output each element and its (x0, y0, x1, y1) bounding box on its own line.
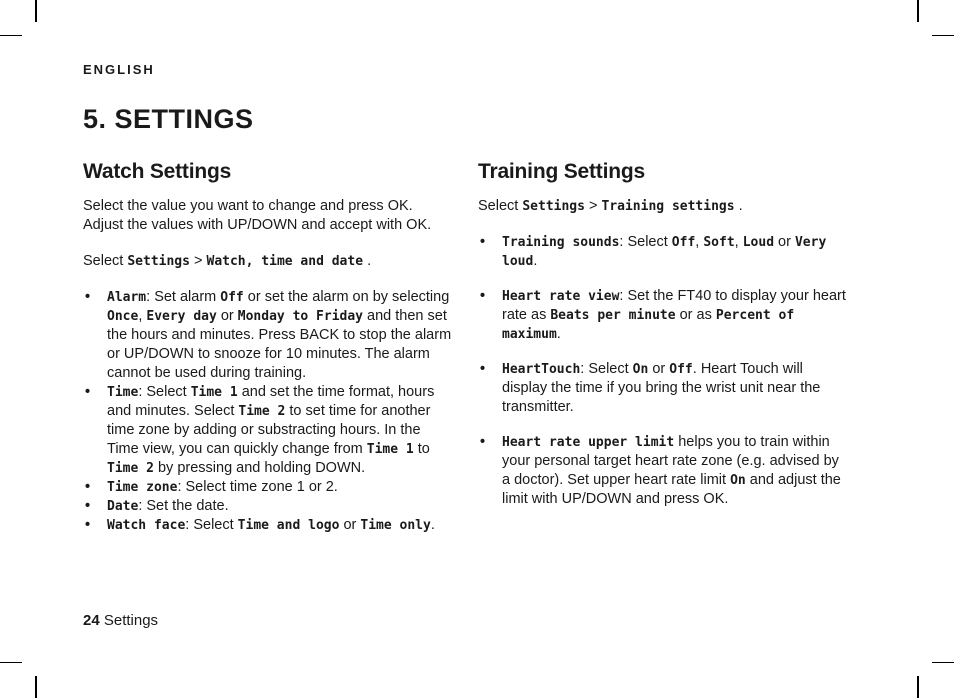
watch-settings-section (83, 158, 453, 535)
list-item-date: • Date: Set the date. (83, 497, 453, 516)
watch-settings-heading: Watch Settings (83, 160, 232, 183)
crop-mark (932, 662, 954, 663)
list-item-alarm: • Alarm: Set alarm Off or set the alarm on by selecting Once, Every day or Monday to Friday and then set the hours and minutes. Press BACK to stop the alarm or UP/DOWN to snooze for 10 minutes. The alarm cannot be used during training. (83, 288, 453, 383)
list-item-watch-face: • Watch face: Select Time and logo or Time only. (83, 516, 453, 535)
page-title: 5. SETTINGS (83, 104, 254, 134)
crop-mark (932, 35, 954, 36)
crop-mark (917, 0, 919, 22)
crop-mark (917, 676, 919, 698)
training-settings-list (478, 233, 848, 509)
training-settings-heading: Training Settings (478, 160, 645, 183)
crop-mark (0, 662, 22, 663)
watch-intro: Select the value you want to change and press OK. Adjust the values with UP/DOWN and accept with OK. (83, 198, 432, 233)
crop-mark (35, 0, 37, 22)
page-number: 24 (83, 612, 100, 629)
training-menu-path: Select Settings > Training settings . (478, 198, 743, 214)
crop-mark (0, 35, 22, 36)
footer-section: Settings (103, 612, 159, 629)
list-item-training-sounds: • Training sounds: Select Off, Soft, Loud or Very loud. (478, 233, 848, 271)
list-item-heart-rate-view: • Heart rate view: Set the FT40 to display your heart rate as Beats per minute or as Percent of maximum. (478, 287, 848, 344)
list-item-time: • Time: Select Time 1 and set the time format, hours and minutes. Select Time 2 to set time for another time zone by adding or substracting hours. In the Time view, you can quickly change from Time 1 to Time 2 by pressing and holding DOWN. (83, 383, 453, 478)
training-settings-section (478, 158, 848, 525)
watch-settings-list (83, 288, 453, 535)
list-item-time-zone: • Time zone: Select time zone 1 or 2. (83, 478, 453, 497)
watch-menu-path: Select Settings > Watch, time and date . (83, 253, 372, 269)
list-item-hearttouch: • HeartTouch: Select On or Off. Heart Touch will display the time if you bring the wrist unit near the transmitter. (478, 360, 848, 417)
list-item-heart-rate-upper-limit: • Heart rate upper limit helps you to train within your personal target heart rate zone (e.g. advised by a doctor). Set upper heart rate limit On and adjust the limit with UP/DOWN and press OK. (478, 433, 848, 509)
crop-mark (35, 676, 37, 698)
language-label: ENGLISH (83, 62, 155, 77)
page-footer (83, 612, 158, 629)
